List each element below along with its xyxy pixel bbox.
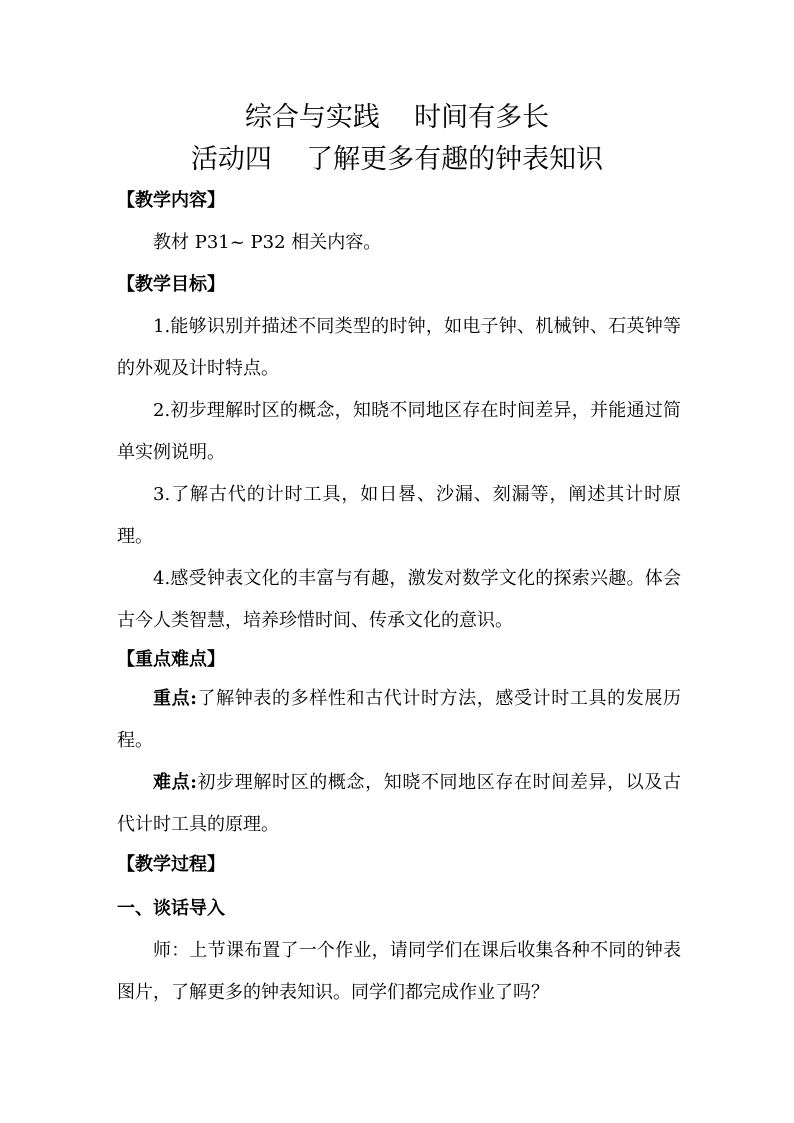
difficulty-text: 初步理解时区的概念，知晓不同地区存在时间差异，以及古代计时工具的原理。 (117, 772, 681, 835)
focus-text: 了解钟表的多样性和古代计时方法，感受计时工具的发展历程。 (117, 688, 681, 751)
document-title: 综合与实践 时间有多长 (244, 102, 550, 133)
focus-label: 重点: (153, 688, 197, 709)
section-heading-keypoints: 【重点难点】 (117, 649, 225, 670)
section-heading-content: 【教学内容】 (117, 190, 225, 211)
difficulty-paragraph (117, 762, 681, 846)
goal-item-3: 3.了解古代的计时工具，如日晷、沙漏、刻漏等，阐述其计时原理。 (117, 484, 681, 547)
section-heading-goals: 【教学目标】 (117, 274, 225, 295)
section-heading-process: 【教学过程】 (117, 854, 225, 875)
focus-paragraph (117, 678, 681, 762)
content-text: 教材 P31~ P32 相关内容。 (153, 232, 382, 253)
step1-heading: 一、谈话导入 (117, 898, 225, 919)
step1-text: 师：上节课布置了一个作业，请同学们在课后收集各种不同的钟表图片，了解更多的钟表知识。同学们都完成作业了吗？ (117, 940, 681, 1003)
difficulty-label: 难点: (153, 772, 197, 793)
goal-item-1: 1.能够识别并描述不同类型的时钟，如电子钟、机械钟、石英钟等的外观及计时特点。 (117, 316, 681, 379)
goal-item-2: 2.初步理解时区的概念，知晓不同地区存在时间差异，并能通过简单实例说明。 (117, 400, 681, 463)
document-subtitle: 活动四 了解更多有趣的钟表知识 (190, 144, 604, 175)
goal-item-4: 4.感受钟表文化的丰富与有趣，激发对数学文化的探索兴趣。体会古今人类智慧，培养珍惜时间、传承文化的意识。 (117, 568, 681, 631)
